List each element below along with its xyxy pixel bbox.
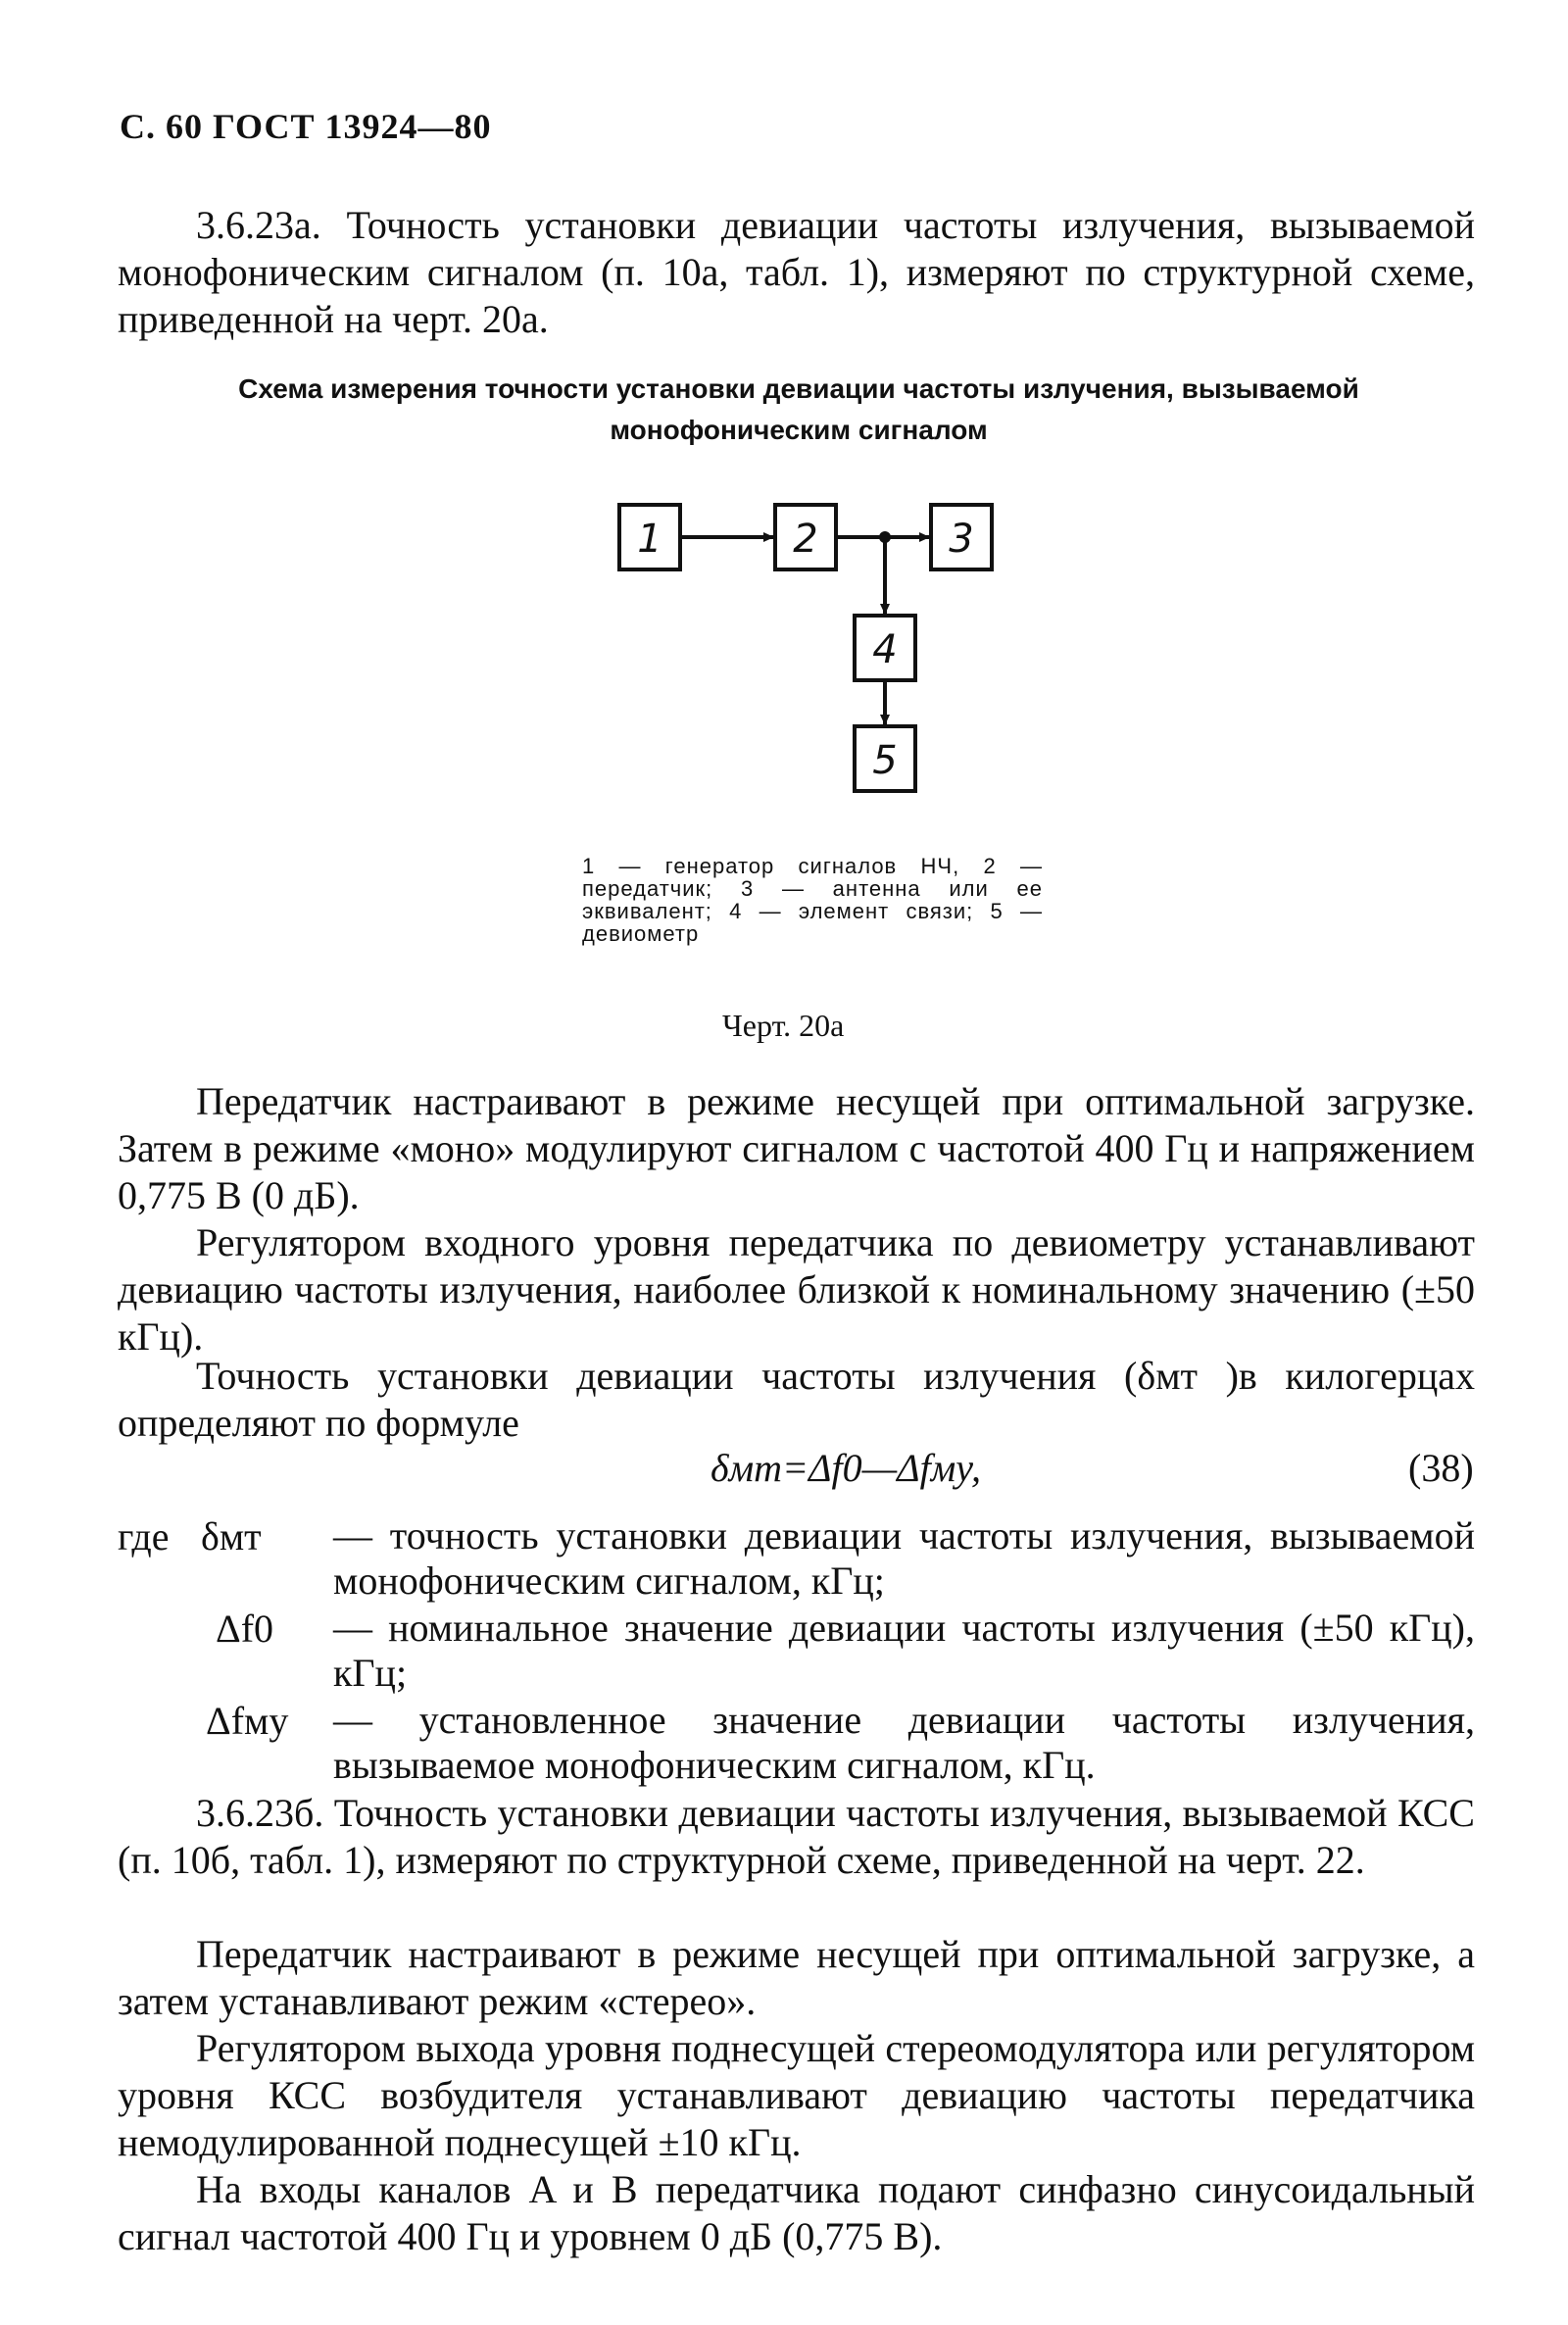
symbol-delta-fmu: Δfму: [206, 1699, 289, 1743]
block-4-label: 4: [872, 627, 898, 672]
paragraph-4: Передатчик настраивают в режиме несущей при оптимальной загрузке, а затем устанавливают режим «стерео».: [118, 1932, 1475, 2023]
block-5-label: 5: [872, 738, 898, 783]
symbol-delta-mt: δмт: [201, 1514, 262, 1558]
page-header: С. 60 ГОСТ 13924—80: [120, 107, 492, 146]
section-3-6-23b: 3.6.23б. Точность установки девиации частоты излучения, вызываемой КСС (п. 10б, табл. 1), измеряют по структурной схеме, приведенной на черт. 22.: [118, 1791, 1475, 1882]
formula-number: (38): [1408, 1446, 1474, 1490]
definition-delta-f0: — номинальное значение девиации частоты излучения (±50 кГц), кГц;: [333, 1606, 1475, 1695]
scheme-title: Схема измерения точности установки девиации частоты излучения, вызываемой монофоническим сигналом: [238, 373, 1359, 445]
block-2-label: 2: [793, 517, 818, 562]
block-2: [775, 505, 836, 569]
definition-delta-mt: — точность установки девиации частоты излучения, вызываемой монофоническим сигналом, кГц;: [333, 1513, 1475, 1603]
block-3-label: 3: [949, 517, 974, 562]
paragraph-5: Регулятором выхода уровня поднесущей стереомодулятора или регулятором уровня КСС возбудителя устанавливают девиацию частоты передатчика немодулированной поднесущей ±10 кГц.: [118, 2026, 1475, 2164]
figure-caption: Черт. 20а: [722, 1008, 845, 1043]
section-3-6-23a: 3.6.23а. Точность установки девиации частоты излучения, вызываемой монофоническим сигналом (п. 10а, табл. 1), измеряют по структурной схеме, приведенной на черт. 20а.: [118, 203, 1475, 341]
paragraph-3: Точность установки девиации частоты излучения (δмт )в килогерцах определяют по формуле: [118, 1354, 1475, 1445]
diagram-legend: 1 — генератор сигналов НЧ, 2 — передатчик; 3 — антенна или ее эквивалент; 4 — элемент связи; 5 — девиометр: [582, 854, 1043, 946]
block-1-label: 1: [637, 517, 662, 562]
block-4: [855, 616, 915, 680]
block-5: [855, 726, 915, 791]
block-3: [931, 505, 992, 569]
definition-delta-fmu: — установленное значение девиации частоты излучения, вызываемое монофоническим сигналом, кГц.: [333, 1698, 1475, 1787]
where-lead: где: [118, 1514, 170, 1558]
symbol-delta-f0: Δf0: [216, 1607, 274, 1651]
formula-38: δмт=Δf0—Δfму,: [710, 1446, 982, 1490]
paragraph-1: Передатчик настраивают в режиме несущей при оптимальной загрузке. Затем в режиме «моно» модулируют сигналом с частотой 400 Гц и напряжением 0,775 В (0 дБ).: [118, 1079, 1475, 1217]
junction-dot: [879, 531, 891, 543]
paragraph-6: На входы каналов A и B передатчика подают синфазно синусоидальный сигнал частотой 400 Гц и уровнем 0 дБ (0,775 В).: [118, 2167, 1475, 2258]
block-1: [619, 505, 680, 569]
paragraph-2: Регулятором входного уровня передатчика по девиометру устанавливают девиацию частоты излучения, наиболее близкой к номинальному значению (±50 кГц).: [118, 1220, 1475, 1359]
